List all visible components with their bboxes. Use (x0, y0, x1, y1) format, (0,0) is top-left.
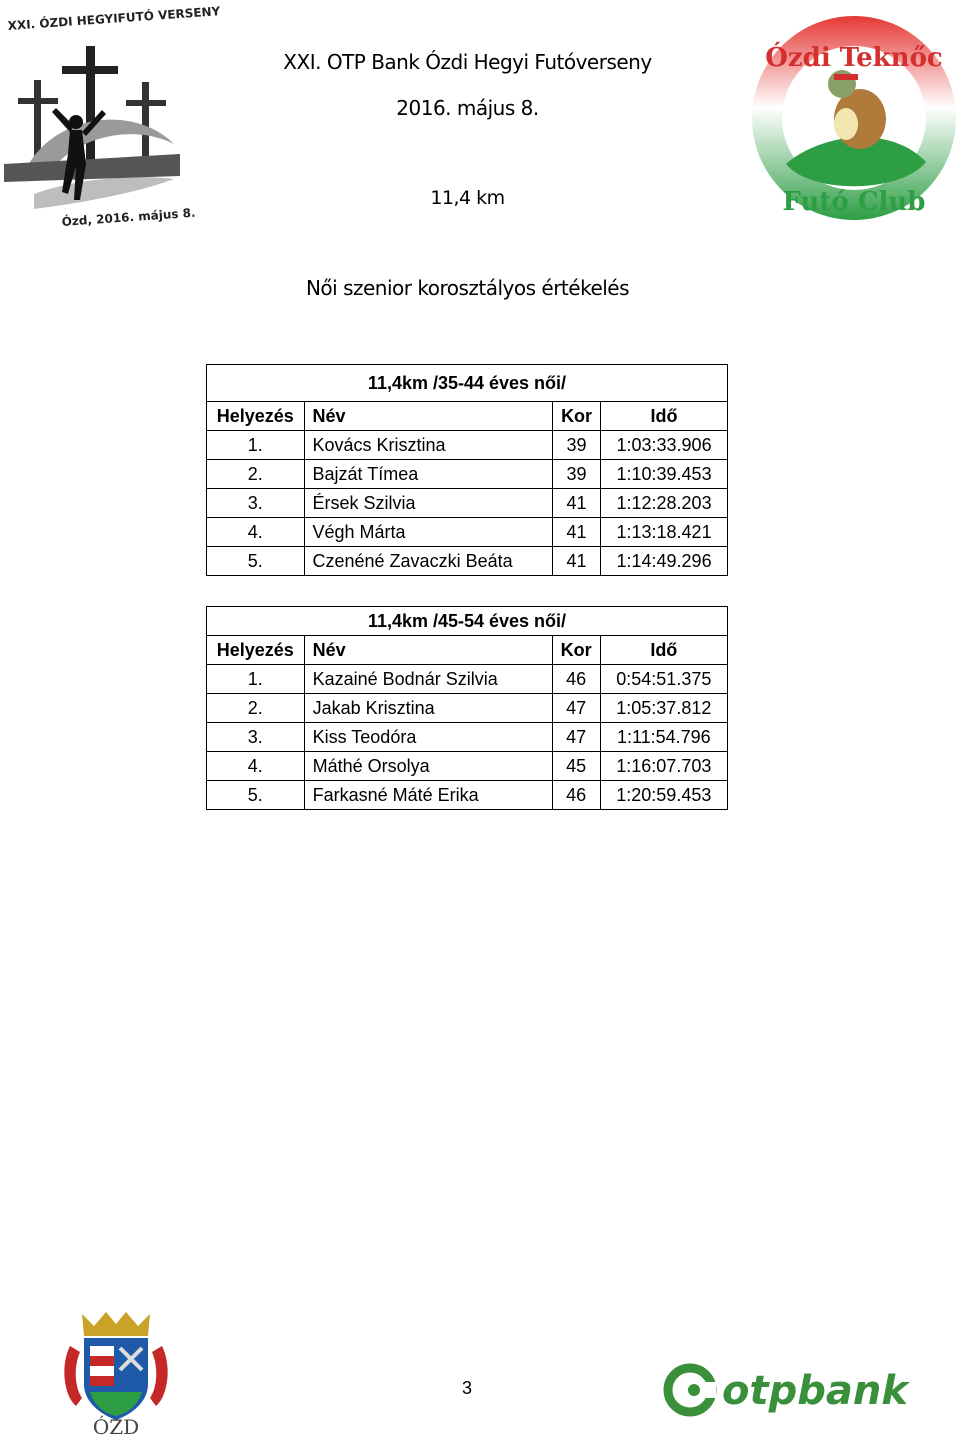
cell-time: 1:20:59.453 (600, 781, 727, 810)
bank-logo-text: otpbank (722, 1368, 908, 1414)
cell-place: 1. (207, 431, 305, 460)
cell-name: Végh Márta (304, 518, 553, 547)
results-table-45-54 (206, 606, 728, 810)
cell-age: 45 (552, 752, 600, 781)
cell-age: 39 (553, 460, 601, 489)
cell-name: Kazainé Bodnár Szilvia (304, 665, 552, 694)
event-logo-top-text: XXI. ÓZDI HEGYIFUTÓ VERSENY (7, 4, 221, 33)
club-logo-bottom-text: Futó Club (782, 187, 926, 217)
cell-place: 2. (207, 460, 305, 489)
table-row (207, 723, 728, 752)
cell-time: 1:14:49.296 (601, 547, 728, 576)
cell-place: 4. (207, 518, 305, 547)
club-logo-graphic (750, 14, 958, 222)
table-row (207, 460, 728, 489)
table-row (207, 518, 728, 547)
club-logo-top-text: Ózdi Teknőc (765, 43, 943, 73)
event-logo-graphic (4, 4, 221, 232)
table-row (207, 665, 728, 694)
table-header-row (207, 636, 728, 665)
city-crest-graphic (60, 1306, 172, 1438)
column-header-time: Idő (600, 636, 727, 665)
column-header-name: Név (304, 402, 553, 431)
bank-logo (664, 1360, 908, 1420)
cell-place: 2. (207, 694, 305, 723)
cell-place: 3. (207, 723, 305, 752)
table-row (207, 752, 728, 781)
event-logo-bottom-text: Ózd, 2016. május 8. (61, 205, 197, 229)
cell-time: 1:03:33.906 (601, 431, 728, 460)
cell-age: 47 (552, 723, 600, 752)
cell-name: Máthé Orsolya (304, 752, 552, 781)
distance-label: 11,4 km (430, 187, 505, 209)
event-title: XXI. OTP Bank Ózdi Hegyi Futóverseny (283, 50, 652, 74)
cell-time: 1:10:39.453 (601, 460, 728, 489)
cell-name: Jakab Krisztina (304, 694, 552, 723)
cell-place: 5. (207, 781, 305, 810)
table-caption: 11,4km /35-44 éves női/ (207, 365, 728, 402)
table-row (207, 781, 728, 810)
table-caption: 11,4km /45-54 éves női/ (207, 607, 728, 636)
city-logo-text: ÓZD (92, 1415, 140, 1439)
table-caption-row (207, 365, 728, 402)
cell-age: 46 (552, 781, 600, 810)
cell-place: 3. (207, 489, 305, 518)
cell-time: 1:12:28.203 (601, 489, 728, 518)
cell-time: 0:54:51.375 (600, 665, 727, 694)
cell-age: 39 (553, 431, 601, 460)
column-header-age: Kor (553, 402, 601, 431)
event-date: 2016. május 8. (396, 96, 539, 120)
club-logo (750, 14, 958, 222)
cell-place: 5. (207, 547, 305, 576)
cell-time: 1:13:18.421 (601, 518, 728, 547)
cell-time: 1:16:07.703 (600, 752, 727, 781)
column-header-time: Idő (601, 402, 728, 431)
city-logo (60, 1306, 172, 1438)
column-header-age: Kor (552, 636, 600, 665)
cell-time: 1:11:54.796 (600, 723, 727, 752)
table-row (207, 547, 728, 576)
column-header-place: Helyezés (207, 402, 305, 431)
event-logo (4, 4, 221, 232)
table-row (207, 694, 728, 723)
cell-name: Bajzát Tímea (304, 460, 553, 489)
cell-name: Czenéné Zavaczki Beáta (304, 547, 553, 576)
table-caption-row (207, 607, 728, 636)
cell-age: 41 (553, 518, 601, 547)
table-row (207, 431, 728, 460)
column-header-name: Név (304, 636, 552, 665)
cell-place: 1. (207, 665, 305, 694)
cell-name: Farkasné Máté Erika (304, 781, 552, 810)
cell-name: Kiss Teodóra (304, 723, 552, 752)
cell-time: 1:05:37.812 (600, 694, 727, 723)
bank-logo-graphic (664, 1360, 908, 1420)
section-title: Női szenior korosztályos értékelés (305, 276, 630, 300)
cell-name: Érsek Szilvia (304, 489, 553, 518)
cell-name: Kovács Krisztina (304, 431, 553, 460)
table-header-row (207, 402, 728, 431)
cell-age: 46 (552, 665, 600, 694)
results-table-35-44 (206, 364, 728, 576)
cell-age: 47 (552, 694, 600, 723)
column-header-place: Helyezés (207, 636, 305, 665)
cell-age: 41 (553, 489, 601, 518)
cell-age: 41 (553, 547, 601, 576)
cell-place: 4. (207, 752, 305, 781)
table-row (207, 489, 728, 518)
page-number: 3 (461, 1378, 472, 1398)
